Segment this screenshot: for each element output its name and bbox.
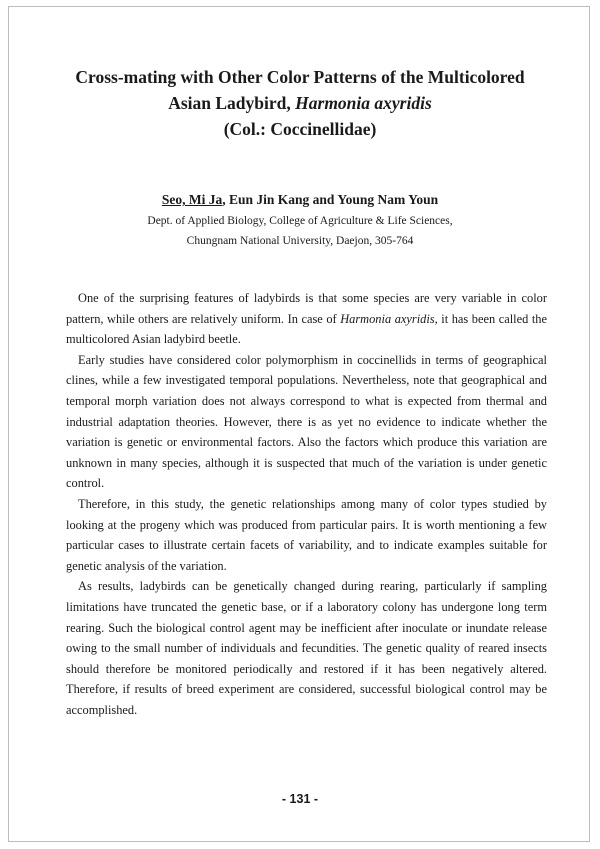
presenting-author: Seo, Mi Ja — [161, 192, 223, 207]
title-line-3: (Col.: Coccinellidae) — [223, 119, 377, 139]
paragraph-1-start: One of the surprising features of ladybirds is that some species are very variable in color pattern, while others are relatively uniform. In case of — [66, 291, 547, 326]
author-list — [40, 190, 560, 210]
species-name: Harmonia axyridis — [295, 93, 432, 113]
paragraph-4: As results, ladybirds can be genetically changed during rearing, particularly if sampling limitations have truncated the genetic base, or if a laboratory colony has undergone long term rearing. Such the biological control agent may be inefficient after inoculate or inundate release owing to the small number of individuals and fecundities. The genetic quality of reared insects should therefore be monitored periodically and restored if it has been negatively altered. Therefore, if results of breed experiment are considered, successful biological control may be accomplished. — [66, 579, 547, 717]
paragraph-1-end: it has been called the multicolored Asian ladybird beetle. — [66, 311, 548, 347]
page-number: - 131 - — [281, 792, 319, 806]
co-authors: , Eun Jin Kang and Young Nam Youn — [222, 192, 439, 207]
paragraph-1-species: Harmonia axyridis, — [340, 311, 438, 326]
affiliation-line-1: Dept. of Applied Biology, College of Agriculture & Life Sciences, — [147, 215, 453, 227]
affiliation-line-2: Chungnam National University, Daejon, 305-764 — [186, 235, 414, 247]
paragraph-2: Early studies have considered color polymorphism in coccinellids in terms of geographical clines, while a few investigated temporal populations. Nevertheless, note that geographical and temporal morph variation does not always correspond to what is expected from thermal and industrial adaptation theories. However, there is as yet no evidence to indicate whether the variation is genetic or environmental factors. Also the factors which produce this variation are unknown in many species, although it is suspected that much of the variation is under genetic control. — [66, 352, 547, 491]
paragraph-1 — [66, 288, 547, 350]
abstract-body — [66, 288, 547, 720]
title-line-2-prefix: Asian Ladybird, — [168, 93, 296, 113]
paragraph-3: Therefore, in this study, the genetic relationships among many of color types studied by looking at the progeny which was produced from particular pairs. It is worth mentioning a few particular cases to illustrate certain facets of variability, and to indicate examples suitable for genetic analysis of the variation. — [66, 496, 547, 573]
title-line-2 — [40, 90, 560, 116]
title-line-1: Cross-mating with Other Color Patterns of the Multicolored — [75, 67, 525, 87]
paper-title — [40, 64, 560, 142]
